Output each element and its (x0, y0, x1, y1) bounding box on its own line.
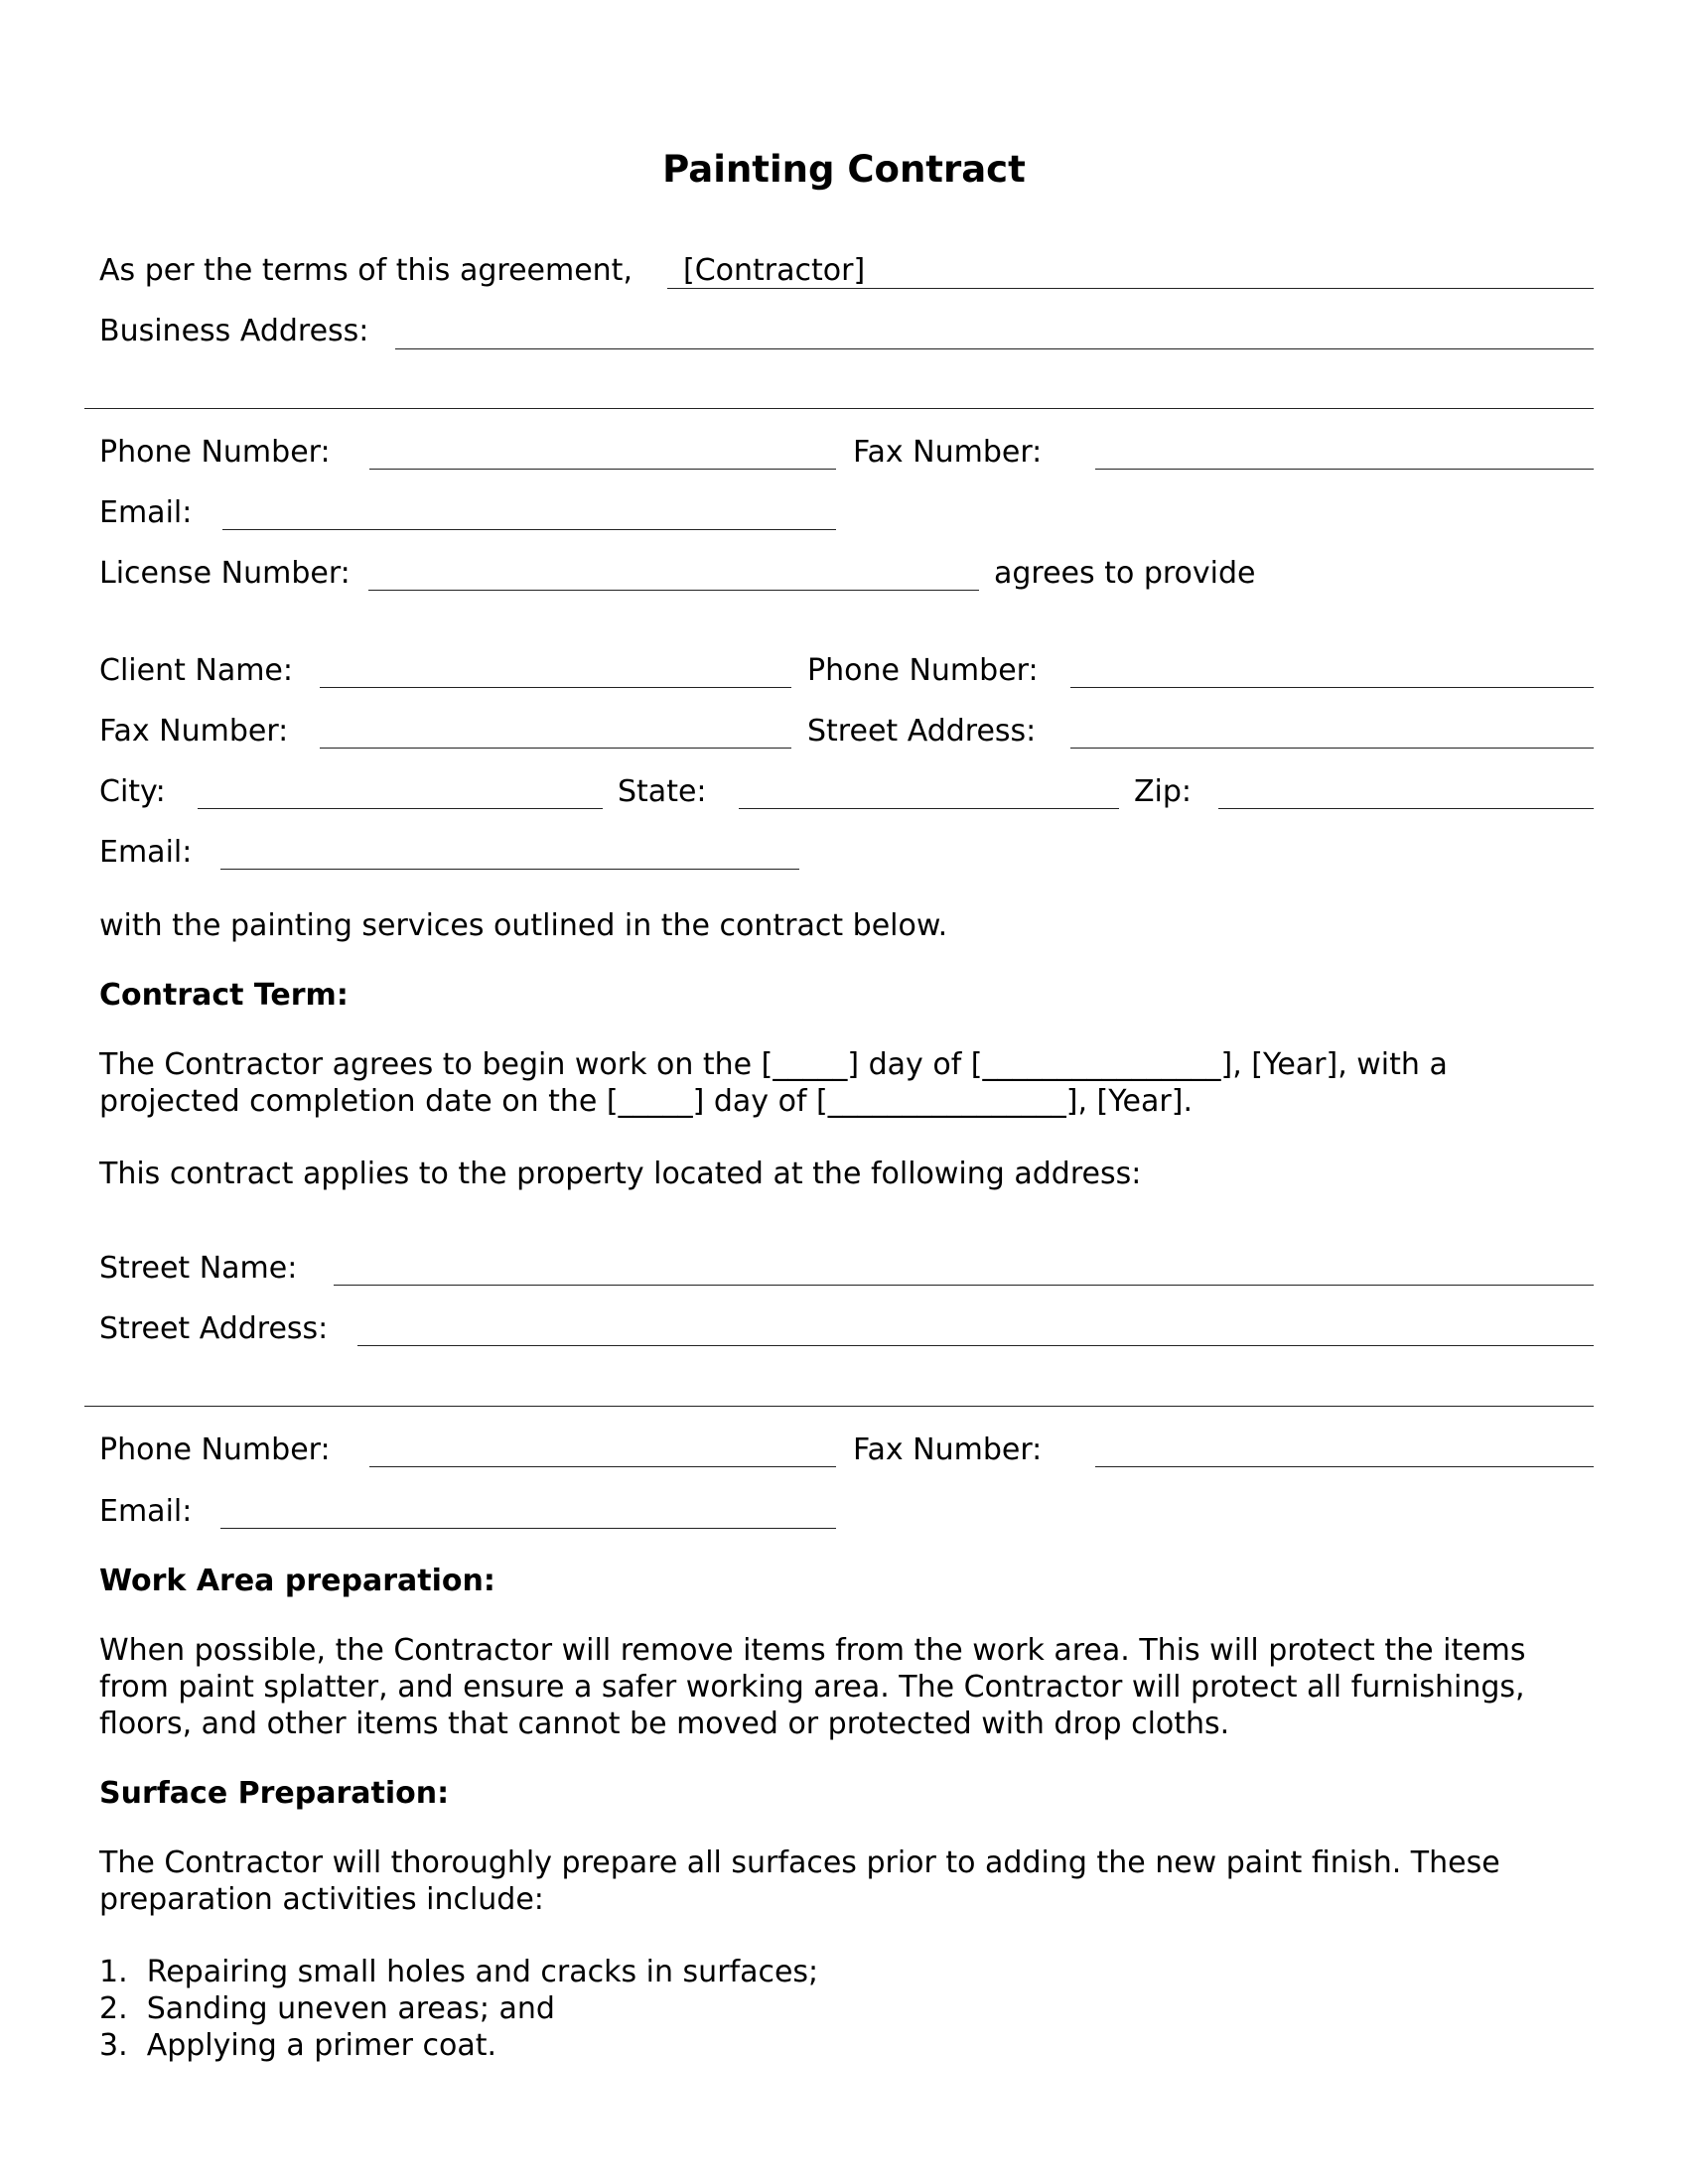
contractor-field[interactable] (667, 288, 1594, 289)
work-area-line2: from paint splatter, and ensure a safer working area. The Contractor will protect all furnishings, (99, 1670, 1525, 1705)
state-label: State: (618, 774, 707, 809)
property-street-address-field-line2[interactable] (84, 1406, 1594, 1407)
client-name-field[interactable] (320, 687, 791, 688)
client-email-label: Email: (99, 835, 193, 870)
contractor-phone-field[interactable] (369, 469, 836, 470)
client-name-label: Client Name: (99, 653, 293, 688)
client-fax-label: Fax Number: (99, 714, 289, 749)
page-title: Painting Contract (662, 148, 1026, 191)
property-street-address-field[interactable] (357, 1345, 1594, 1346)
client-fax-field[interactable] (320, 748, 791, 749)
property-phone-field[interactable] (369, 1466, 836, 1467)
city-field[interactable] (198, 808, 603, 809)
surface-prep-line2: preparation activities include: (99, 1882, 544, 1917)
work-area-heading: Work Area preparation: (99, 1564, 495, 1598)
contractor-phone-label: Phone Number: (99, 435, 331, 470)
license-number-field[interactable] (368, 590, 979, 591)
client-phone-field[interactable] (1070, 687, 1594, 688)
zip-field[interactable] (1218, 808, 1594, 809)
agreement-intro: As per the terms of this agreement, (99, 253, 633, 288)
list-item: 2. Sanding uneven areas; and (99, 1991, 555, 2026)
street-name-field[interactable] (334, 1285, 1594, 1286)
contractor-fax-field[interactable] (1095, 469, 1594, 470)
license-number-label: License Number: (99, 556, 351, 591)
client-street-address-label: Street Address: (807, 714, 1037, 749)
property-email-field[interactable] (220, 1528, 836, 1529)
agrees-text: agrees to provide (994, 556, 1256, 591)
contractor-placeholder: [Contractor] (683, 253, 866, 288)
property-fax-label: Fax Number: (853, 1433, 1043, 1467)
surface-prep-line1: The Contractor will thoroughly prepare all surfaces prior to adding the new paint finish. These (99, 1845, 1500, 1880)
work-area-line1: When possible, the Contractor will remove items from the work area. This will protect the items (99, 1633, 1526, 1668)
property-phone-label: Phone Number: (99, 1433, 331, 1467)
contract-term-line1: The Contractor agrees to begin work on the [_____] day of [________________], [Year], with a (99, 1047, 1448, 1082)
services-text: with the painting services outlined in the contract below. (99, 908, 948, 943)
business-address-field[interactable] (395, 348, 1594, 349)
property-fax-field[interactable] (1095, 1466, 1594, 1467)
contract-term-line2: projected completion date on the [_____] day of [________________], [Year]. (99, 1084, 1193, 1119)
zip-label: Zip: (1134, 774, 1193, 809)
contractor-fax-label: Fax Number: (853, 435, 1043, 470)
client-phone-label: Phone Number: (807, 653, 1039, 688)
business-address-label: Business Address: (99, 314, 369, 348)
property-street-address-label: Street Address: (99, 1311, 329, 1346)
contract-term-heading: Contract Term: (99, 978, 349, 1013)
client-email-field[interactable] (220, 869, 799, 870)
city-label: City: (99, 774, 166, 809)
work-area-line3: floors, and other items that cannot be moved or protected with drop cloths. (99, 1706, 1230, 1741)
list-item: 3. Applying a primer coat. (99, 2028, 497, 2063)
list-item: 1. Repairing small holes and cracks in surfaces; (99, 1955, 819, 1989)
contractor-email-label: Email: (99, 495, 193, 530)
state-field[interactable] (739, 808, 1119, 809)
client-street-address-field[interactable] (1070, 748, 1594, 749)
property-intro: This contract applies to the property located at the following address: (99, 1157, 1142, 1191)
street-name-label: Street Name: (99, 1251, 298, 1286)
property-email-label: Email: (99, 1494, 193, 1529)
surface-prep-heading: Surface Preparation: (99, 1776, 450, 1811)
business-address-field-line2[interactable] (84, 408, 1594, 409)
contractor-email-field[interactable] (222, 529, 836, 530)
